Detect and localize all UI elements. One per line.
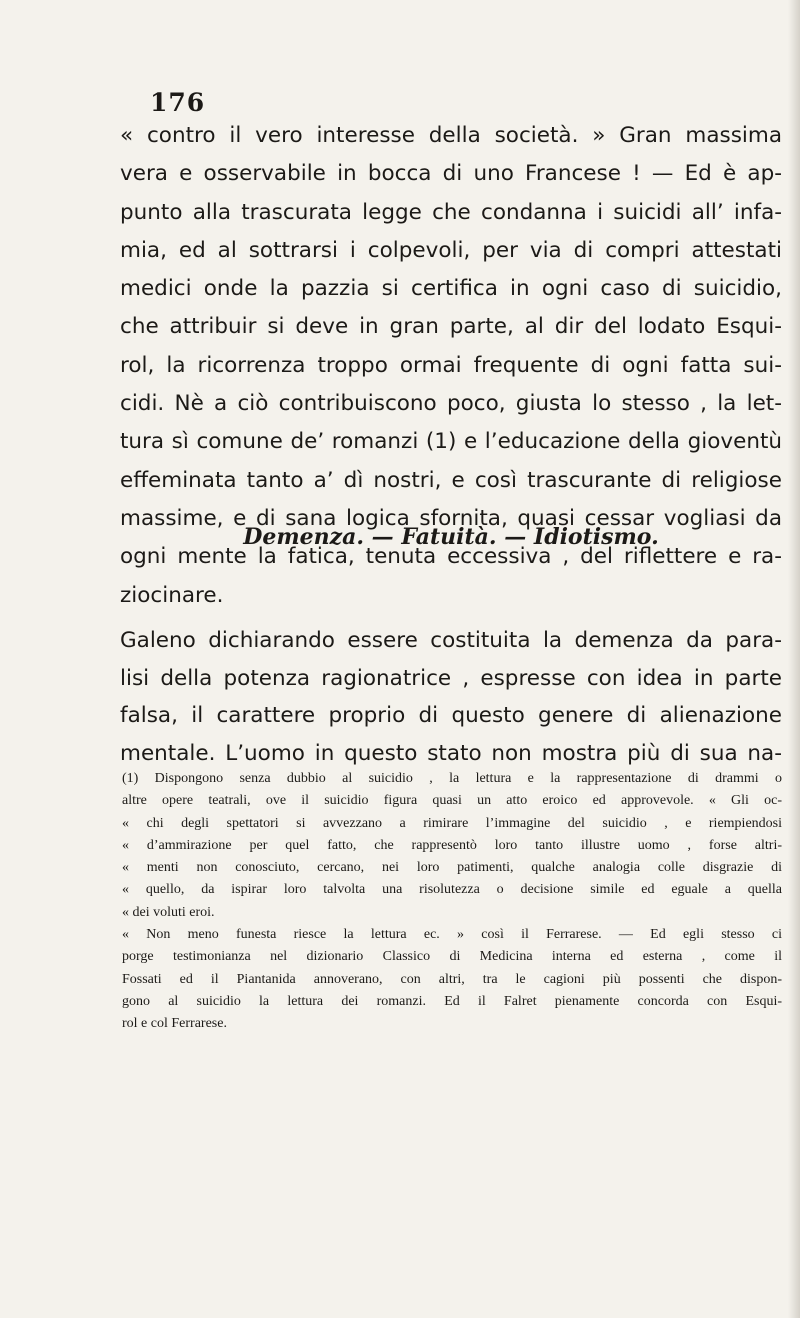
text-line: « contro il vero interesse della società. » Gran massima (120, 123, 782, 148)
page-edge-shadow (788, 0, 800, 1318)
footnote-line: (1) Dispongono senza dubbio al suicidio , la lettura e la rappresentazione di drammi o (122, 771, 782, 786)
footnote-line: rol e col Ferrarese. (122, 1016, 227, 1032)
text-line: mentale. L’uomo in questo stato non mostra più di sua na- (120, 740, 782, 766)
text-line: effeminata tanto a’ dì nostri, e così trascurante di religiose (120, 467, 782, 493)
paragraph-2 (120, 622, 782, 772)
text-line: ziocinare. (120, 582, 224, 608)
footnote-line: altre opere teatrali, ove il suicidio figura quasi un atto eroico ed approvevole. « Gli oc- (122, 793, 782, 809)
footnote (122, 768, 782, 1036)
footnote-line: gono al suicidio la lettura dei romanzi. Ed il Falret pienamente concorda con Esqui- (122, 993, 782, 1009)
text-line: mia, ed al sottrarsi i colpevoli, per via di compri attestati (120, 237, 782, 263)
text-line: massime, e di sana logica sfornita, quasi cessar vogliasi da (120, 505, 782, 531)
footnote-line: « d’ammirazione per quel fatto, che rappresentò loro tanto illustre uomo , forse altri- (122, 837, 782, 853)
text-line: rol, la ricorrenza troppo ormai frequente di ogni fatta sui- (120, 352, 782, 378)
text-line: vera e osservabile in bocca di uno Francese ! — Ed è ap- (120, 161, 782, 187)
footnote-line: porge testimonianza nel dizionario Classico di Medicina interna ed esterna , come il (122, 949, 782, 965)
footnote-line: « menti non conosciuto, cercano, nei loro patimenti, qualche analogia colle disgrazie di (122, 860, 782, 876)
footnote-line: Fossati ed il Piantanida annoverano, con altri, tra le cagioni più possenti che dispon- (122, 971, 782, 987)
text-line: tura sì comune de’ romanzi (1) e l’educazione della gioventù (120, 429, 782, 455)
footnote-line: « quello, da ispirar loro talvolta una risolutezza o decisione simile ed eguale a quella (122, 882, 782, 898)
footnote-line: « Non meno funesta riesce la lettura ec. » così il Ferrarese. — Ed egli stesso ci (122, 927, 782, 943)
text-line: Galeno dichiarando essere costituita la demenza da para- (120, 628, 782, 653)
text-line: cidi. Nè a ciò contribuiscono poco, giusta lo stesso , la let- (120, 391, 782, 417)
section-heading: Demenza. — Fatuità. — Idiotismo. (243, 524, 659, 550)
text-line: medici onde la pazzia si certifica in ogni caso di suicidio, (120, 276, 782, 302)
footnote-line: « chi degli spettatori si avvezzano a rimirare l’immagine del suicidio , e riempiendosi (122, 815, 782, 831)
text-line: punto alla trascurata legge che condanna i suicidi all’ infa- (120, 199, 782, 225)
text-line: ogni mente la fatica, tenuta eccessiva , del riflettere e ra- (120, 544, 782, 570)
text-line: lisi della potenza ragionatrice , espresse con idea in parte (120, 665, 782, 691)
footnote-line: « dei voluti eroi. (122, 904, 215, 920)
text-line: falsa, il carattere proprio di questo genere di alienazione (120, 703, 782, 728)
text-line: che attribuir si deve in gran parte, al dir del lodato Esqui- (120, 314, 782, 340)
page-number: 176 (150, 88, 206, 117)
